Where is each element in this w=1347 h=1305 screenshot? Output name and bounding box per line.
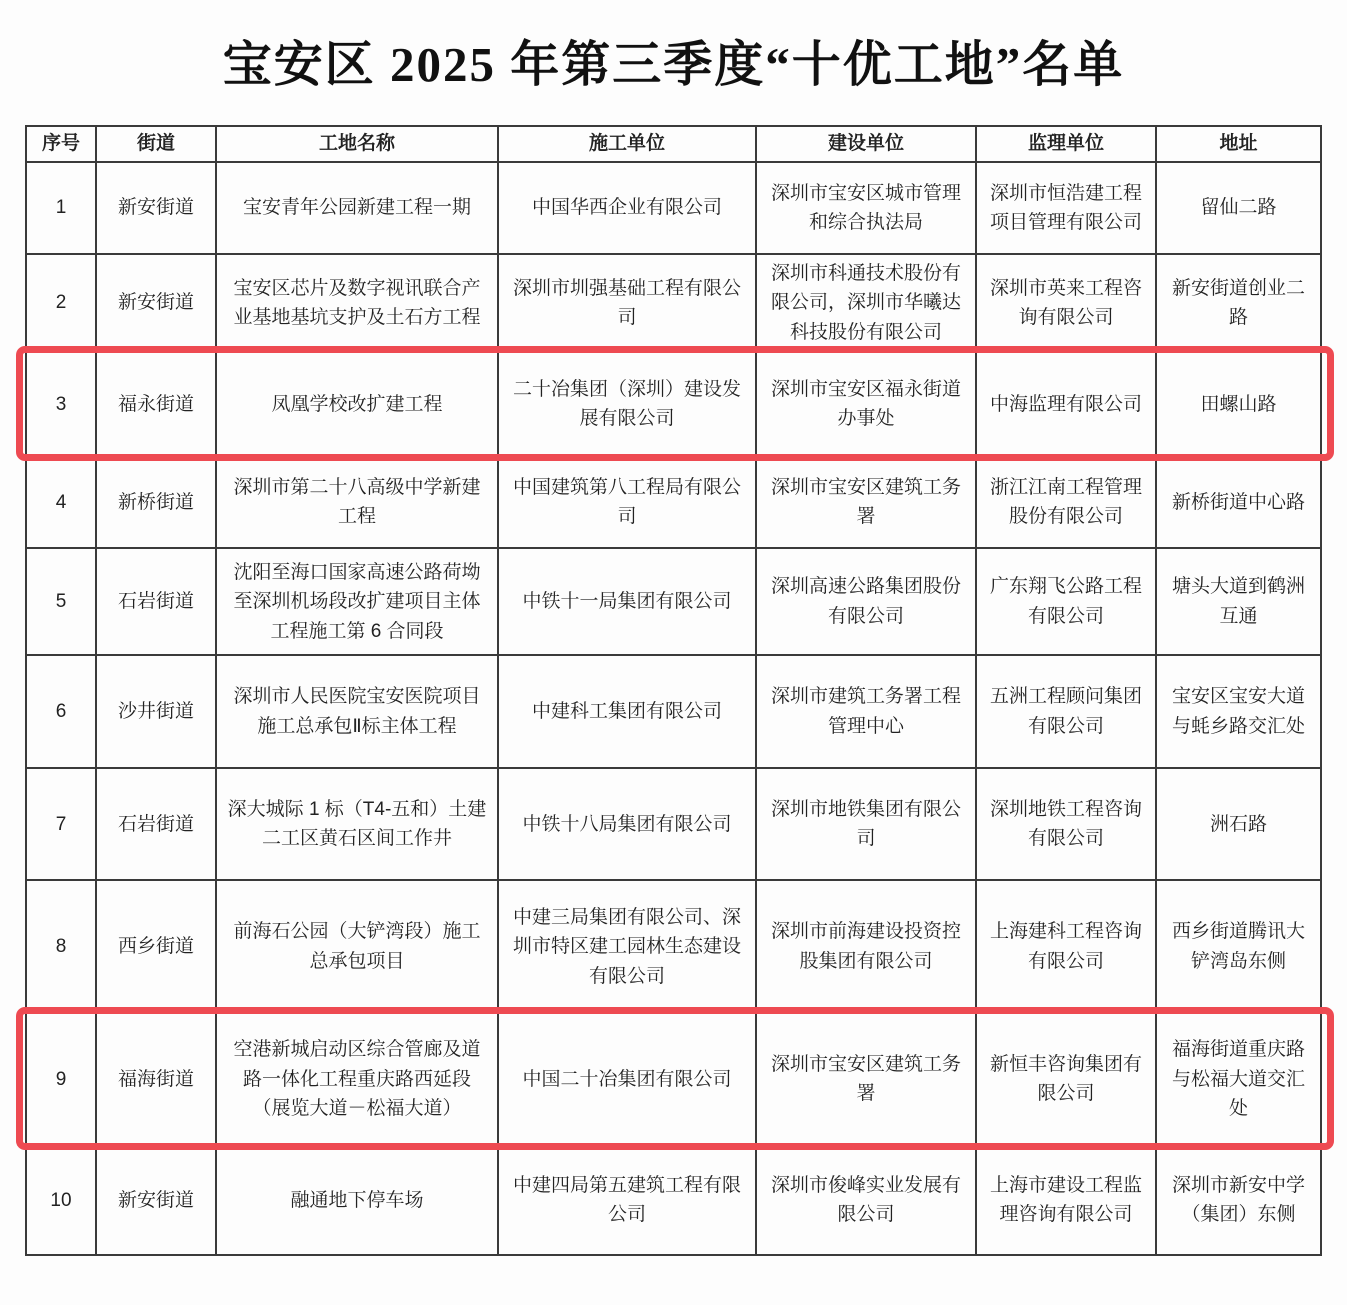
header-row [26, 126, 1321, 162]
table-cell: 中海监理有限公司 [976, 352, 1156, 456]
table-cell: 深圳市新安中学（集团）东侧 [1156, 1145, 1321, 1255]
table-cell: 新恒丰咨询集团有限公司 [976, 1013, 1156, 1145]
table-cell: 新桥街道中心路 [1156, 456, 1321, 548]
table-cell: 深圳市地铁集团有限公司 [756, 768, 976, 880]
table-cell: 中建四局第五建筑工程有限公司 [498, 1145, 756, 1255]
table-cell: 沙井街道 [96, 655, 216, 768]
column-header: 建设单位 [756, 126, 976, 162]
table-cell: 1 [26, 162, 96, 254]
table-cell: 9 [26, 1013, 96, 1145]
table-cell: 5 [26, 548, 96, 655]
table-cell: 浙江江南工程管理股份有限公司 [976, 456, 1156, 548]
table-cell: 7 [26, 768, 96, 880]
table-cell: 深圳市英来工程咨询有限公司 [976, 254, 1156, 352]
table-cell: 凤凰学校改扩建工程 [216, 352, 498, 456]
table-cell: 深圳市恒浩建工程项目管理有限公司 [976, 162, 1156, 254]
table-cell: 前海石公园（大铲湾段）施工总承包项目 [216, 880, 498, 1013]
table-cell: 上海建科工程咨询有限公司 [976, 880, 1156, 1013]
table-cell: 深圳市宝安区福永街道办事处 [756, 352, 976, 456]
table-cell: 深圳市宝安区城市管理和综合执法局 [756, 162, 976, 254]
table-cell: 西乡街道腾讯大铲湾岛东侧 [1156, 880, 1321, 1013]
table-row [26, 162, 1321, 254]
table-cell: 中建科工集团有限公司 [498, 655, 756, 768]
table-cell: 深圳市宝安区建筑工务署 [756, 1013, 976, 1145]
table-cell: 宝安区芯片及数字视讯联合产业基地基坑支护及土石方工程 [216, 254, 498, 352]
table-cell: 新安街道创业二路 [1156, 254, 1321, 352]
table-cell: 深圳市前海建设投资控股集团有限公司 [756, 880, 976, 1013]
table-cell: 田螺山路 [1156, 352, 1321, 456]
table-cell: 2 [26, 254, 96, 352]
table-cell: 中建三局集团有限公司、深圳市特区建工园林生态建设有限公司 [498, 880, 756, 1013]
table-cell: 五洲工程顾问集团有限公司 [976, 655, 1156, 768]
table-row [26, 880, 1321, 1013]
table-cell: 二十冶集团（深圳）建设发展有限公司 [498, 352, 756, 456]
table-container [25, 125, 1320, 1256]
table-row [26, 1145, 1321, 1255]
table-cell: 深圳高速公路集团股份有限公司 [756, 548, 976, 655]
table-row [26, 655, 1321, 768]
table-cell: 西乡街道 [96, 880, 216, 1013]
document-page [0, 26, 1347, 1305]
table-cell: 福永街道 [96, 352, 216, 456]
table-cell: 石岩街道 [96, 768, 216, 880]
table-cell: 深圳地铁工程咨询有限公司 [976, 768, 1156, 880]
table-cell: 广东翔飞公路工程有限公司 [976, 548, 1156, 655]
table-row [26, 548, 1321, 655]
table-cell: 融通地下停车场 [216, 1145, 498, 1255]
table-cell: 福海街道 [96, 1013, 216, 1145]
table-row [26, 254, 1321, 352]
column-header: 地址 [1156, 126, 1321, 162]
table-cell: 福海街道重庆路与松福大道交汇处 [1156, 1013, 1321, 1145]
table-cell: 塘头大道到鹤洲互通 [1156, 548, 1321, 655]
table-cell: 深圳市圳强基础工程有限公司 [498, 254, 756, 352]
top-ten-sites-table [25, 125, 1322, 1256]
table-cell: 深圳市人民医院宝安医院项目施工总承包Ⅱ标主体工程 [216, 655, 498, 768]
table-cell: 6 [26, 655, 96, 768]
table-cell: 深圳市俊峰实业发展有限公司 [756, 1145, 976, 1255]
table-cell: 新安街道 [96, 1145, 216, 1255]
table-row [26, 352, 1321, 456]
table-cell: 沈阳至海口国家高速公路荷坳至深圳机场段改扩建项目主体工程施工第 6 合同段 [216, 548, 498, 655]
table-row [26, 456, 1321, 548]
column-header: 街道 [96, 126, 216, 162]
table-body [26, 162, 1321, 1255]
table-cell: 宝安区宝安大道与蚝乡路交汇处 [1156, 655, 1321, 768]
table-cell: 10 [26, 1145, 96, 1255]
table-cell: 石岩街道 [96, 548, 216, 655]
table-cell: 上海市建设工程监理咨询有限公司 [976, 1145, 1156, 1255]
table-cell: 深圳市建筑工务署工程管理中心 [756, 655, 976, 768]
table-cell: 8 [26, 880, 96, 1013]
table-cell: 3 [26, 352, 96, 456]
table-cell: 中国建筑第八工程局有限公司 [498, 456, 756, 548]
table-row [26, 768, 1321, 880]
column-header: 施工单位 [498, 126, 756, 162]
column-header: 监理单位 [976, 126, 1156, 162]
table-cell: 空港新城启动区综合管廊及道路一体化工程重庆路西延段（展览大道－松福大道） [216, 1013, 498, 1145]
table-cell: 深圳市第二十八高级中学新建工程 [216, 456, 498, 548]
table-cell: 中国华西企业有限公司 [498, 162, 756, 254]
column-header: 序号 [26, 126, 96, 162]
table-cell: 深大城际 1 标（T4-五和）土建二工区黄石区间工作井 [216, 768, 498, 880]
table-cell: 新安街道 [96, 254, 216, 352]
table-cell: 新安街道 [96, 162, 216, 254]
table-cell: 中铁十八局集团有限公司 [498, 768, 756, 880]
table-cell: 宝安青年公园新建工程一期 [216, 162, 498, 254]
table-cell: 深圳市科通技术股份有限公司，深圳市华曦达科技股份有限公司 [756, 254, 976, 352]
page-title: 宝安区 2025 年第三季度“十优工地”名单 [222, 37, 1125, 92]
table-cell: 洲石路 [1156, 768, 1321, 880]
table-cell: 中国二十冶集团有限公司 [498, 1013, 756, 1145]
column-header: 工地名称 [216, 126, 498, 162]
table-cell: 留仙二路 [1156, 162, 1321, 254]
table-cell: 中铁十一局集团有限公司 [498, 548, 756, 655]
table-cell: 深圳市宝安区建筑工务署 [756, 456, 976, 548]
table-cell: 新桥街道 [96, 456, 216, 548]
table-row [26, 1013, 1321, 1145]
table-cell: 4 [26, 456, 96, 548]
table-header [26, 126, 1321, 162]
